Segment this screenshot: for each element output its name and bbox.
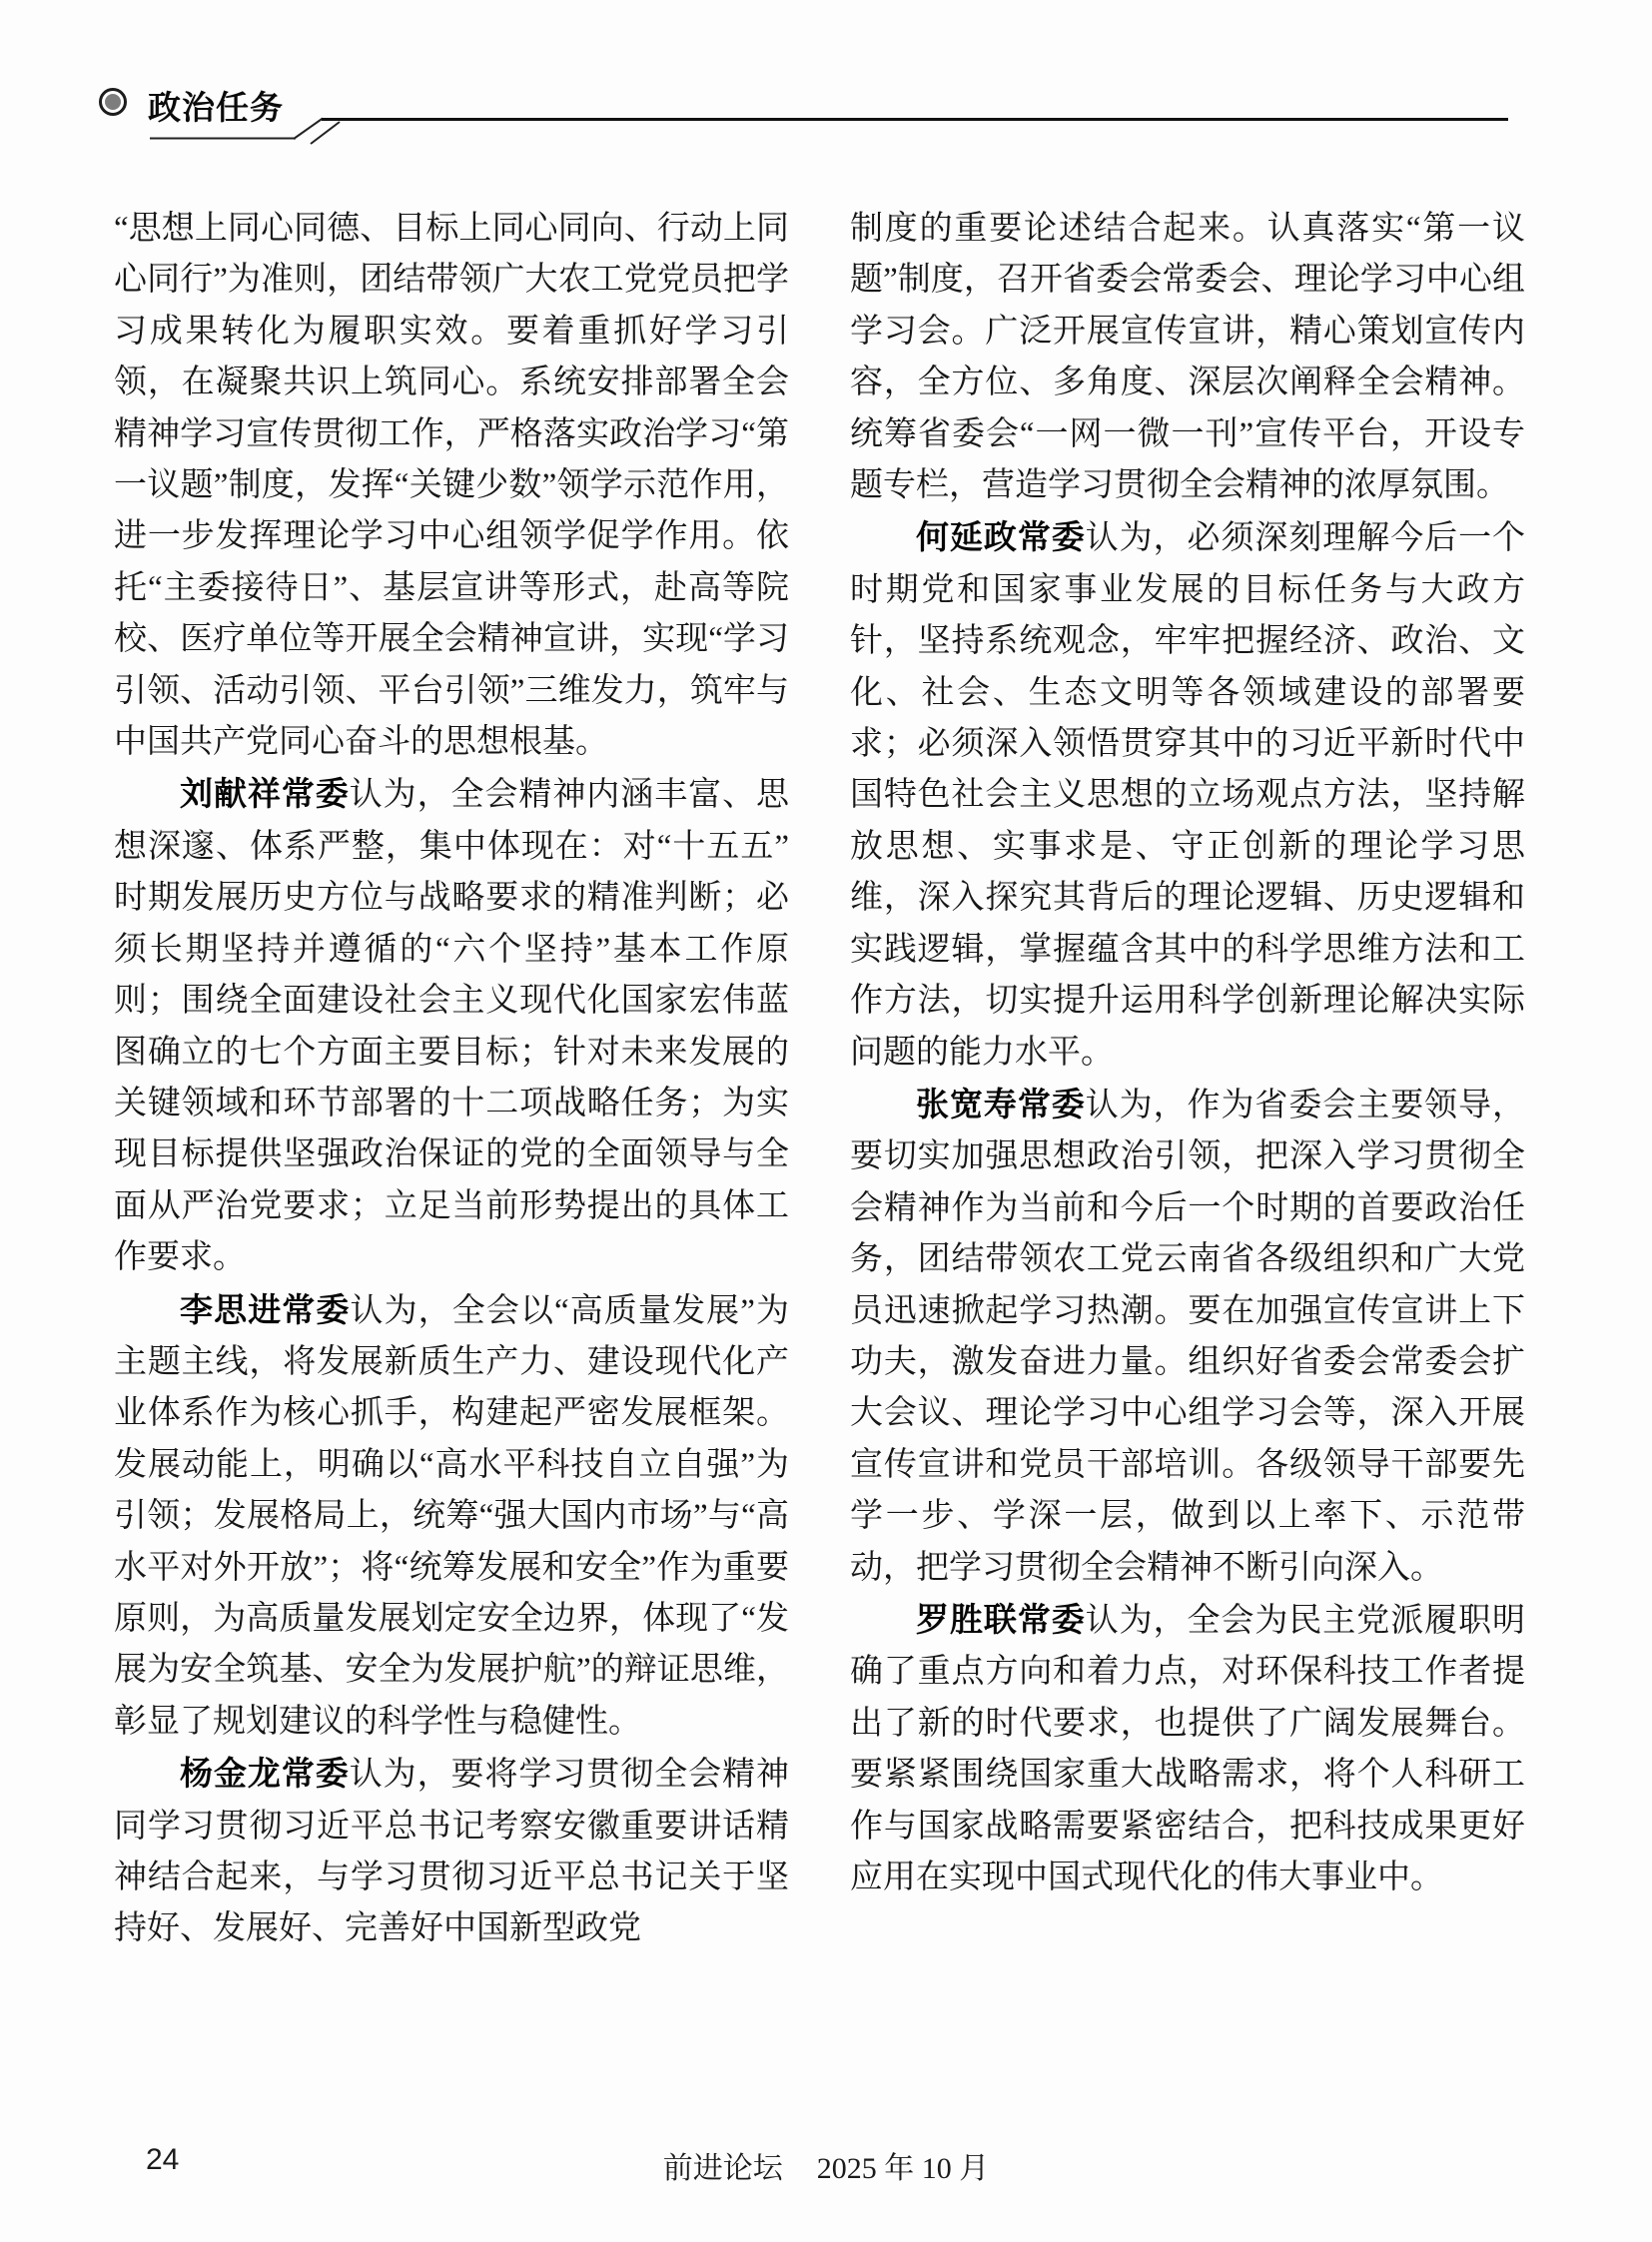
page-number: 24: [146, 2143, 180, 2176]
commissioner-name: 刘献祥常委: [180, 775, 350, 813]
commissioner-name: 何延政常委: [916, 518, 1086, 556]
paragraph: [850, 204, 1525, 511]
paragraph-text: 认为，必须深刻理解今后一个时期党和国家事业发展的目标任务与大政方针，坚持系统观念，牢牢把握经济、政治、文化、社会、生态文明等各领域建设的部署要求；必须深入领悟贯穿其中的习近平新时代中国特色社会主义思想的立场观点方法，坚持解放思想、实事求是、守正创新的理论学习思维，深入探究其背后的理论逻辑、历史逻辑和实践逻辑，掌握蕴含其中的科学思维方法和工作方法，切实提升运用科学创新理论解决实际问题的能力水平。: [850, 520, 1526, 1071]
paragraph-text: 认为，作为省委会主要领导，要切实加强思想政治引领，把深入学习贯彻全会精神作为当前和今后一个时期的首要政治任务，团结带领农工党云南省各级组织和广大党员迅速掀起学习热潮。要在加强宣传宣讲上下功夫，激发奋进力量。组织好省委会常委会扩大会议、理论学习中心组学习会等，深入开展宣传宣讲和党员干部培训。各级领导干部要先学一步、学深一层，做到以上率下、示范带动，把学习贯彻全会精神不断引向深入。: [850, 1087, 1526, 1586]
section-title: 政治任务: [148, 89, 284, 126]
commissioner-name: 罗胜联常委: [916, 1600, 1086, 1638]
paragraph-text: 认为，全会精神内涵丰富、思想深邃、体系严整，集中体现在：对“十五五”时期发展历史方位与战略要求的精准判断；必须长期坚持并遵循的“六个坚持”基本工作原则；围绕全面建设社会主义现代化国家宏伟蓝图确立的七个方面主要目标；针对未来发展的关键领域和环节部署的十二项战略任务；为实现目标提供坚强政治保证的党的全面领导与全面从严治党要求；立足当前形势提出的具体工作要求。: [114, 777, 790, 1276]
paragraph: [850, 511, 1525, 1078]
paragraph: [114, 204, 789, 768]
paragraph: [850, 1594, 1525, 1903]
paragraph: [114, 1748, 789, 1955]
page-footer: [0, 2143, 1652, 2187]
paragraph: [850, 1079, 1525, 1594]
commissioner-name: 张宽寿常委: [916, 1085, 1086, 1122]
paragraph-text: 制度的重要论述结合起来。认真落实“第一议题”制度，召开省委会常委会、理论学习中心组学习会。广泛开展宣传宣讲，精心策划宣传内容，全方位、多角度、深层次阐释全会精神。统筹省委会“一网一微一刊”宣传平台，开设专题专栏，营造学习贯彻全会精神的浓厚氛围。: [850, 211, 1525, 504]
page-header: [0, 0, 1652, 160]
paragraph-text: 认为，全会为民主党派履职明确了重点方向和着力点，对环保科技工作者提出了新的时代要求，也提供了广阔发展舞台。要紧紧围绕国家重大战略需求，将个人科研工作与国家战略需要紧密结合，把科技成果更好应用在实现中国式现代化的伟大事业中。: [850, 1602, 1526, 1895]
text-column-right: [850, 204, 1525, 1903]
paragraph-text: 认为，全会以“高质量发展”为主题主线，将发展新质生产力、建设现代化产业体系作为核心抓手，构建起严密发展框架。发展动能上，明确以“高水平科技自立自强”为引领；发展格局上，统筹“强大国内市场”与“高水平对外开放”；将“统筹发展和安全”作为重要原则，为高质量发展划定安全边界，体现了“发展为安全筑基、安全为发展护航”的辩证思维，彰显了规划建议的科学性与稳健性。: [114, 1292, 790, 1740]
footer-center: [0, 2143, 1652, 2187]
commissioner-name: 李思进常委: [180, 1290, 351, 1328]
commissioner-name: 杨金龙常委: [180, 1755, 350, 1793]
paragraph-text: 认为，要将学习贯彻全会精神同学习贯彻习近平总书记考察安徽重要讲话精神结合起来，与学习贯彻习近平总书记关于坚持好、发展好、完善好中国新型政党: [114, 1757, 790, 1947]
paragraph: [114, 768, 789, 1283]
header-rule: [0, 0, 1652, 170]
paragraph-text: “思想上同心同德、目标上同心同向、行动上同心同行”为准则，团结带领广大农工党党员把学习成果转化为履职实效。要着重抓好学习引领，在凝聚共识上筑同心。系统安排部署全会精神学习宣传贯彻工作，严格落实政治学习“第一议题”制度，发挥“关键少数”领学示范作用，进一步发挥理论学习中心组领学促学作用。依托“主委接待日”、基层宣讲等形式，赴高等院校、医疗单位等开展全会精神宣讲，实现“学习引领、活动引领、平台引领”三维发力，筑牢与中国共产党同心奋斗的思想根基。: [114, 211, 789, 761]
issue-date: 2025 年 10 月: [816, 2152, 990, 2185]
journal-name: 前进论坛: [662, 2152, 783, 2185]
paragraph: [114, 1284, 789, 1749]
text-column-left: [114, 204, 789, 1955]
